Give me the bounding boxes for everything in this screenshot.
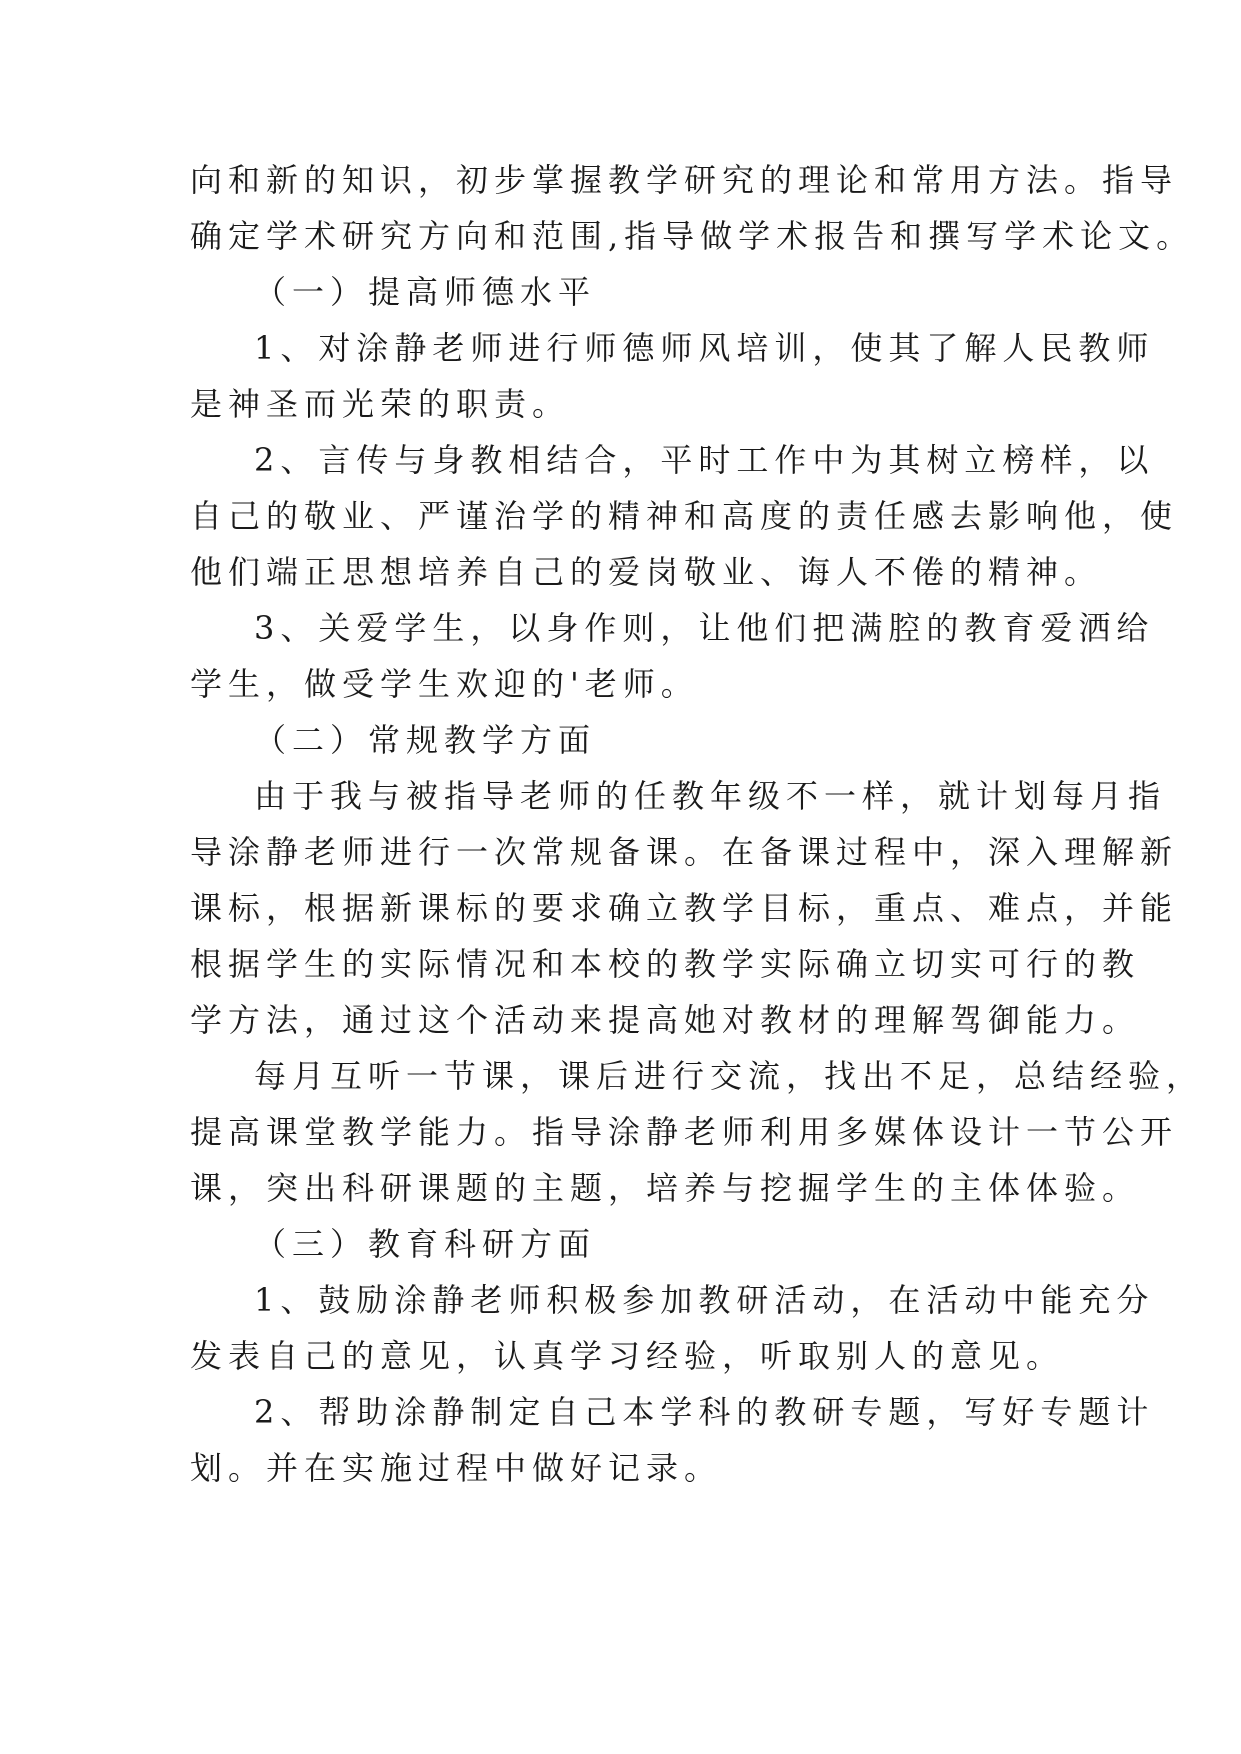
paragraph-line: 发表自己的意见，认真学习经验，听取别人的意见。 [190, 1337, 1065, 1375]
section-heading-3: （三）教育科研方面 [254, 1225, 597, 1263]
paragraph-line: 是神圣而光荣的职责。 [190, 385, 571, 423]
paragraph-line: 学方法，通过这个活动来提高她对教材的理解驾御能力。 [190, 1001, 1141, 1039]
document-body [190, 152, 1205, 1496]
paragraph-line: 课，突出科研课题的主题，培养与挖掘学生的主体体验。 [190, 1169, 1141, 1207]
paragraph-line: 3、关爱学生，以身作则，让他们把满腔的教育爱洒给 [254, 609, 1155, 647]
paragraph-line: 自己的敬业、严谨治学的精神和高度的责任感去影响他，使 [190, 497, 1179, 535]
paragraph-line: 根据学生的实际情况和本校的教学实际确立切实可行的教 [190, 945, 1141, 983]
paragraph-line: 由于我与被指导老师的任教年级不一样，就计划每月指 [254, 777, 1167, 815]
section-heading-2: （二）常规教学方面 [254, 721, 597, 759]
paragraph-line: 导涂静老师进行一次常规备课。在备课过程中，深入理解新 [190, 833, 1179, 871]
paragraph-line: 划。并在实施过程中做好记录。 [190, 1449, 723, 1487]
paragraph-line: 确定学术研究方向和范围,指导做学术报告和撰写学术论文。 [190, 217, 1195, 255]
paragraph-line: 2、帮助涂静制定自己本学科的教研专题，写好专题计 [254, 1393, 1155, 1431]
paragraph-line: 他们端正思想培养自己的爱岗敬业、诲人不倦的精神。 [190, 553, 1103, 591]
paragraph-line: 2、言传与身教相结合，平时工作中为其树立榜样，以 [254, 441, 1155, 479]
paragraph-line: 每月互听一节课，课后进行交流，找出不足，总结经验， [254, 1057, 1205, 1095]
paragraph-line: 课标，根据新课标的要求确立教学目标，重点、难点，并能 [190, 889, 1179, 927]
paragraph-line: 学生，做受学生欢迎的'老师。 [190, 665, 699, 703]
paragraph-line: 向和新的知识，初步掌握教学研究的理论和常用方法。指导 [190, 161, 1179, 199]
section-heading-1: （一）提高师德水平 [254, 273, 597, 311]
paragraph-line: 1、鼓励涂静老师积极参加教研活动，在活动中能充分 [254, 1281, 1155, 1319]
paragraph-line: 提高课堂教学能力。指导涂静老师利用多媒体设计一节公开 [190, 1113, 1179, 1151]
paragraph-line: 1、对涂静老师进行师德师风培训，使其了解人民教师 [254, 329, 1155, 367]
